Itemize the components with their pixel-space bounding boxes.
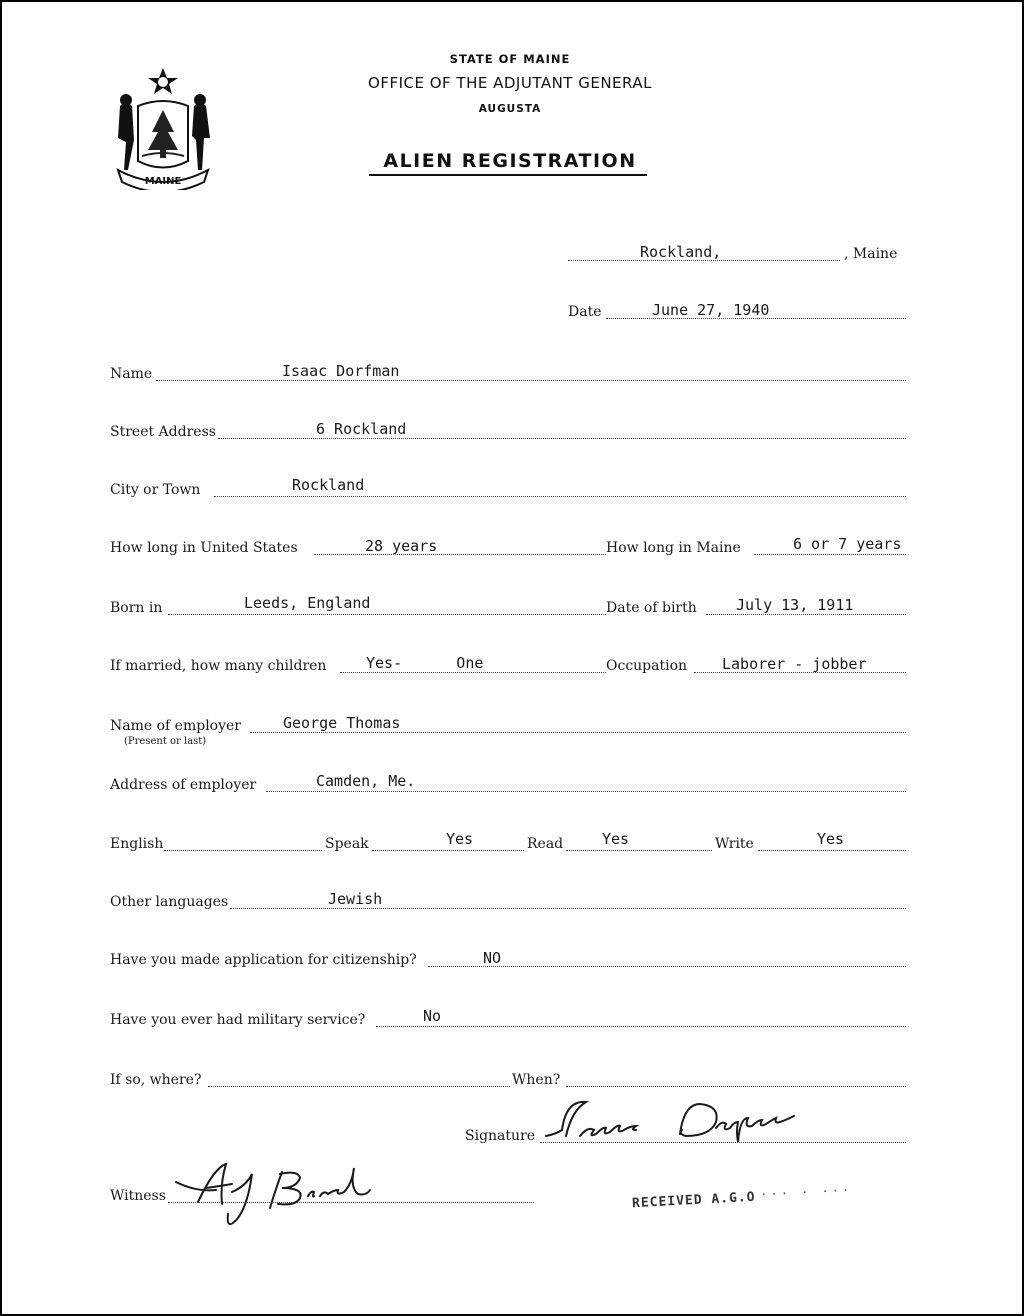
maine-time-value: 6 or 7 years — [793, 535, 902, 553]
read-line — [566, 850, 712, 851]
name-line — [156, 380, 906, 381]
street-line — [218, 438, 906, 439]
write-label: Write — [715, 836, 754, 852]
other-languages-line — [230, 908, 906, 909]
street-label: Street Address — [110, 424, 216, 440]
city-value: Rockland — [292, 476, 365, 494]
maine-seal-icon — [108, 66, 218, 190]
where-line — [208, 1086, 510, 1087]
read-label: Read — [527, 836, 564, 852]
signature-image — [540, 1094, 840, 1154]
date-value: June 27, 1940 — [652, 301, 770, 319]
english-line — [164, 850, 322, 851]
when-label: When? — [512, 1072, 561, 1088]
city-line — [214, 496, 906, 497]
employer-value: George Thomas — [283, 714, 401, 732]
read-value: Yes — [602, 830, 630, 848]
us-time-label: How long in United States — [110, 540, 298, 556]
write-line — [758, 850, 906, 851]
title-underline — [369, 174, 647, 176]
other-languages-value: Jewish — [328, 890, 383, 908]
witness-label: Witness — [110, 1188, 166, 1204]
us-time-value: 28 years — [365, 537, 438, 555]
write-value: Yes — [817, 830, 845, 848]
form-title: ALIEN REGISTRATION — [383, 150, 637, 172]
born-in-line — [168, 614, 606, 615]
employer-label: Name of employer — [110, 718, 241, 734]
employer-address-label: Address of employer — [110, 777, 257, 793]
name-value: Isaac Dorfman — [282, 362, 400, 380]
military-line — [376, 1026, 906, 1027]
military-label: Have you ever had military service? — [110, 1012, 366, 1028]
married-line — [340, 672, 606, 673]
citizenship-label: Have you made application for citizenship? — [110, 952, 417, 968]
english-label: English — [110, 836, 164, 852]
received-stamp-date: ... . ... — [759, 1179, 853, 1199]
employer-line — [250, 732, 906, 733]
witness-signature-image — [172, 1158, 422, 1232]
speak-line — [372, 850, 524, 851]
received-stamp: RECEIVED A.G.O — [631, 1189, 756, 1212]
military-value: No — [423, 1007, 442, 1025]
occupation-value: Laborer - jobber — [722, 655, 867, 673]
dob-label: Date of birth — [606, 600, 697, 616]
where-label: If so, where? — [110, 1072, 202, 1088]
occupation-label: Occupation — [606, 658, 688, 674]
city-label: City or Town — [110, 482, 201, 498]
when-line — [566, 1086, 906, 1087]
place-value: Rockland, — [640, 243, 722, 261]
employer-address-line — [266, 791, 906, 792]
maine-time-line — [754, 554, 906, 555]
date-label: Date — [568, 304, 602, 320]
employer-address-value: Camden, Me. — [316, 772, 416, 790]
speak-label: Speak — [325, 836, 369, 852]
born-in-label: Born in — [110, 600, 163, 616]
dob-line — [706, 614, 906, 615]
other-languages-label: Other languages — [110, 894, 229, 910]
place-suffix: , Maine — [844, 246, 898, 262]
maine-time-label: How long in Maine — [606, 540, 741, 556]
citizenship-value: NO — [483, 949, 502, 967]
name-label: Name — [110, 366, 153, 382]
signature-label: Signature — [465, 1128, 536, 1144]
street-value: 6 Rockland — [316, 420, 407, 438]
header-state: STATE OF MAINE — [449, 52, 571, 66]
header-city: AUGUSTA — [478, 103, 542, 115]
speak-value: Yes — [446, 830, 474, 848]
married-label: If married, how many children — [110, 658, 327, 674]
employer-sublabel: (Present or last) — [124, 736, 207, 747]
married-value: Yes- One — [366, 654, 484, 672]
dob-value: July 13, 1911 — [736, 596, 854, 614]
born-in-value: Leeds, England — [244, 594, 371, 612]
us-time-line — [314, 554, 606, 555]
seal-banner-text: MAINE — [144, 176, 182, 187]
header-office: OFFICE OF THE ADJUTANT GENERAL — [368, 74, 652, 92]
